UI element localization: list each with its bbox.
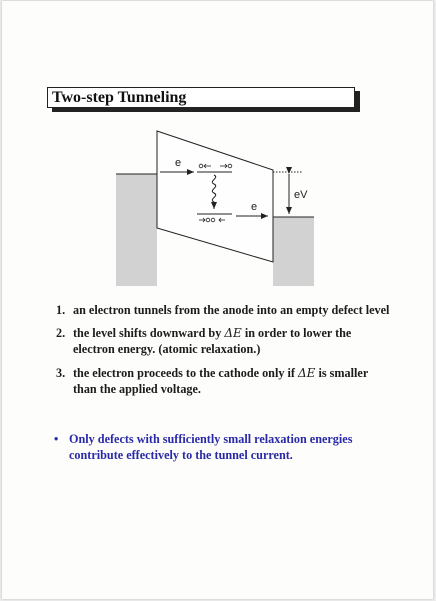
step-number: 3. [56,366,66,380]
delta-e-symbol: ΔE [224,326,242,340]
voltage-label: eV [294,189,308,201]
step-text: an electron tunnels from the anode into an empty defect level [73,303,390,317]
slide-title: Two-step Tunneling [52,89,187,106]
step-text-line-1: the level shifts downward by ΔE in order to lower the [73,326,352,340]
step-text-line-1: the electron proceeds to the cathode only if ΔE is smaller [73,366,369,380]
delta-e-symbol: ΔE [297,366,316,380]
bullet-icon: • [54,432,59,446]
electron-label-right: e [251,201,258,213]
step-text-line-2: than the applied voltage. [73,382,201,396]
cathode-shading [273,217,314,286]
step-text-line-2: electron energy. (atomic relaxation.) [73,342,261,356]
step-number: 2. [56,326,66,340]
conclusion-line-1: Only defects with sufficiently small relaxation energies [69,432,353,446]
electron-label-left: e [175,157,182,169]
step-number: 1. [56,303,66,317]
conclusion-line-2: contribute effectively to the tunnel current. [69,448,293,462]
anode-shading [116,174,157,286]
